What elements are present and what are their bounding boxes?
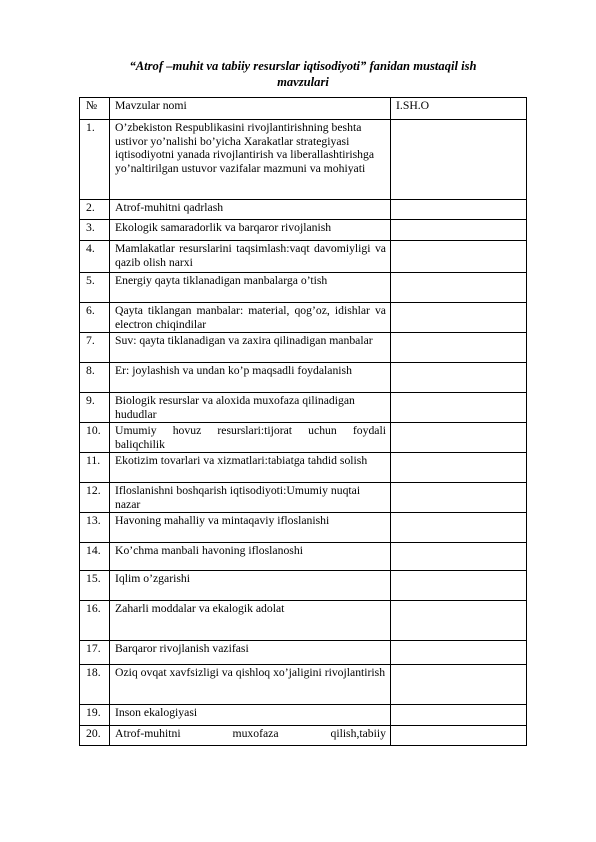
row-number: 15.: [80, 571, 110, 601]
row-name-cell: [391, 543, 527, 571]
row-topic: Suv: qayta tiklanadigan va zaxira qilinadigan manbalar: [110, 333, 391, 363]
row-topic: Zaharli moddalar va ekalogik adolat: [110, 601, 391, 641]
table-row: [80, 453, 527, 483]
row-name-cell: [391, 363, 527, 393]
row-topic: Biologik resurslar va aloxida muxofaza qilinadigan hududlar: [110, 393, 391, 423]
table-row: [80, 363, 527, 393]
header-name: I.SH.O: [391, 98, 527, 120]
row-topic: Mamlakatlar resurslarini taqsimlash:vaqt davomiyligi va qazib olish narxi: [110, 241, 391, 273]
row-topic: Ko’chma manbali havoning ifloslanoshi: [110, 543, 391, 571]
row-topic: Atrof-muhitni muxofaza qilish,tabiiy: [110, 726, 391, 746]
row-number: 19.: [80, 705, 110, 726]
row-topic: Barqaror rivojlanish vazifasi: [110, 641, 391, 665]
row-number: 3.: [80, 220, 110, 241]
row-name-cell: [391, 120, 527, 200]
table-row: [80, 303, 527, 333]
row-number: 20.: [80, 726, 110, 746]
row-topic: Er: joylashish va undan ko’p maqsadli foydalanish: [110, 363, 391, 393]
row-number: 1.: [80, 120, 110, 200]
row-topic: Ifloslanishni boshqarish iqtisodiyoti:Umumiy nuqtai nazar: [110, 483, 391, 513]
row-topic: Umumiy hovuz resurslari:tijorat uchun foydali baliqchilik: [110, 423, 391, 453]
table-row: [80, 726, 527, 746]
table-row: [80, 393, 527, 423]
row-name-cell: [391, 241, 527, 273]
row-name-cell: [391, 200, 527, 220]
table-row: [80, 241, 527, 273]
row-name-cell: [391, 453, 527, 483]
table-row: [80, 543, 527, 571]
row-topic: Havoning mahalliy va mintaqaviy ifloslanishi: [110, 513, 391, 543]
table-row: [80, 200, 527, 220]
row-topic: Qayta tiklangan manbalar: material, qog’oz, idishlar va electron chiqindilar: [110, 303, 391, 333]
row-topic: Ekotizim tovarlari va xizmatlari:tabiatga tahdid solish: [110, 453, 391, 483]
row-topic: Iqlim o’zgarishi: [110, 571, 391, 601]
row-name-cell: [391, 571, 527, 601]
row-name-cell: [391, 273, 527, 303]
table-row: [80, 571, 527, 601]
table-row: [80, 705, 527, 726]
row-number: 16.: [80, 601, 110, 641]
table-row: [80, 483, 527, 513]
document-title: [80, 58, 526, 90]
row-number: 14.: [80, 543, 110, 571]
row-topic: Energiy qayta tiklanadigan manbalarga o’tish: [110, 273, 391, 303]
title-line-2: mavzulari: [277, 75, 329, 89]
row-topic: Inson ekalogiyasi: [110, 705, 391, 726]
row-number: 5.: [80, 273, 110, 303]
table-row: [80, 601, 527, 641]
table-row: [80, 333, 527, 363]
row-number: 7.: [80, 333, 110, 363]
row-name-cell: [391, 641, 527, 665]
row-name-cell: [391, 423, 527, 453]
table-row: [80, 641, 527, 665]
title-line-1: “Atrof –muhit va tabiiy resurslar iqtisodiyoti” fanidan mustaqil ish: [129, 59, 477, 73]
row-number: 2.: [80, 200, 110, 220]
row-topic: Oziq ovqat xavfsizligi va qishloq xo’jaligini rivojlantirish: [110, 665, 391, 705]
row-number: 13.: [80, 513, 110, 543]
row-name-cell: [391, 726, 527, 746]
row-number: 4.: [80, 241, 110, 273]
row-name-cell: [391, 601, 527, 641]
table-row: [80, 120, 527, 200]
row-name-cell: [391, 513, 527, 543]
table-header-row: [80, 98, 527, 120]
row-name-cell: [391, 333, 527, 363]
header-number: №: [80, 98, 110, 120]
row-topic: Ekologik samaradorlik va barqaror rivojlanish: [110, 220, 391, 241]
row-number: 6.: [80, 303, 110, 333]
row-name-cell: [391, 483, 527, 513]
table-row: [80, 273, 527, 303]
table-row: [80, 220, 527, 241]
table-row: [80, 513, 527, 543]
row-number: 8.: [80, 363, 110, 393]
topics-table: [79, 97, 527, 746]
table-row: [80, 665, 527, 705]
row-name-cell: [391, 220, 527, 241]
row-number: 17.: [80, 641, 110, 665]
row-number: 12.: [80, 483, 110, 513]
row-name-cell: [391, 705, 527, 726]
row-number: 10.: [80, 423, 110, 453]
row-number: 18.: [80, 665, 110, 705]
row-number: 11.: [80, 453, 110, 483]
table-row: [80, 423, 527, 453]
row-topic: Atrof-muhitni qadrlash: [110, 200, 391, 220]
header-topic: Mavzular nomi: [110, 98, 391, 120]
row-name-cell: [391, 665, 527, 705]
row-name-cell: [391, 393, 527, 423]
row-number: 9.: [80, 393, 110, 423]
row-name-cell: [391, 303, 527, 333]
row-topic: O’zbekiston Respublikasini rivojlantirishning beshta ustivor yo’nalishi bo’yicha Xarakatlar strategiyasi iqtisodiyotni yanada rivojlantirish va liberallashtirishga yo’naltirilgan ustuvor vazifalar mazmuni va mohiyati: [110, 120, 391, 200]
